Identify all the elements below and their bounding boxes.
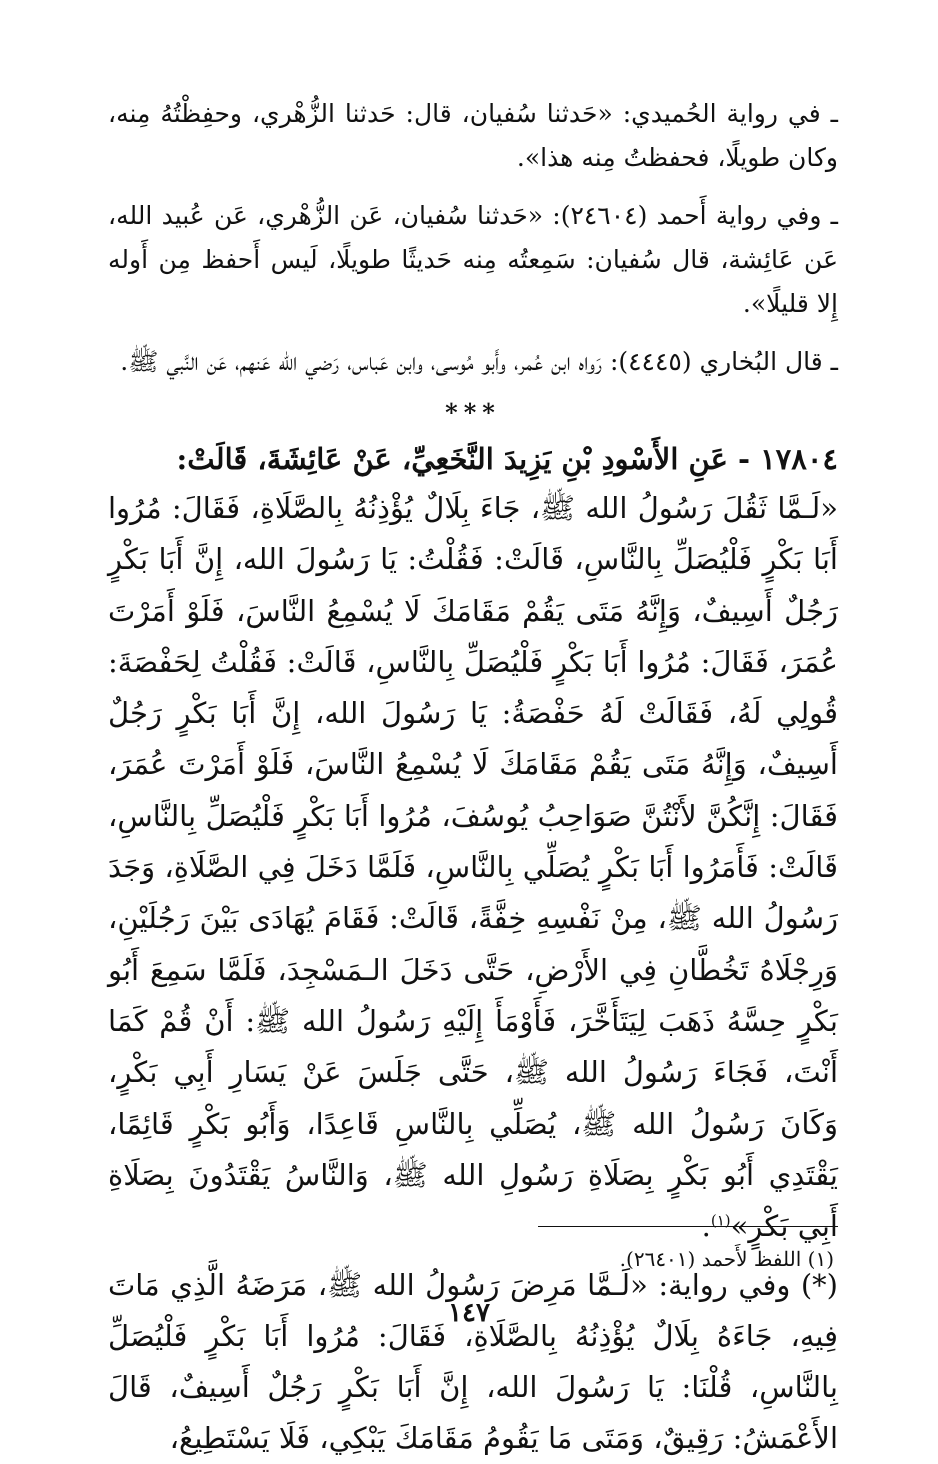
- hadith-body-end: .: [701, 1209, 711, 1244]
- hadith-body: [108, 483, 838, 1252]
- section-separator: ***: [445, 398, 501, 427]
- intro-notes: [108, 92, 838, 384]
- hadith-heading: ١٧٨٠٤ - عَنِ الأَسْودِ بْنِ يَزِيدَ النَّخَعِيِّ، عَنْ عَائِشَةَ، قَالَتْ:: [176, 442, 838, 476]
- variant-narration: (*) وفي رواية: «لَـمَّا مَرِضَ رَسُولُ الله ﷺ، مَرَضَهُ الَّذِي مَاتَ فِيهِ، جَاءَهُ بِلَالٌ يُؤْذِنُهُ بِالصَّلَاةِ، فَقَالَ: مُرُوا أَبَا بَكْرٍ فَلْيُصَلِّ بِالنَّاسِ، قُلْنَا: يَا رَسُولَ الله، إِنَّ أَبَا بَكْرٍ رَجُلٌ أَسِيفٌ، قَالَ الأَعْمَشُ: رَقِيقٌ، وَمَتَى مَا يَقُومُ مَقَامَكَ يَبْكِي، فَلَا يَسْتَطِيعُ،: [108, 1268, 838, 1456]
- footnote: (١) اللفظ لأَحمد (٢٦٤٠١).: [619, 1247, 834, 1271]
- page-number: ١٤٧: [448, 1298, 490, 1328]
- footnote-divider: [538, 1226, 838, 1227]
- page-content: [108, 92, 838, 1456]
- note-humaydi: ـ في رواية الحُميدي: «حَدثنا سُفيان، قال: حَدثنا الزُّهْري، وحفِظْتُهُ مِنه، وكان طويلًا، فحفظتُ مِنه هذا».: [108, 99, 838, 172]
- hadith-body-text: «لَـمَّا ثَقُلَ رَسُولُ الله ﷺ، جَاءَ بِلَالٌ يُؤْذِنُهُ بِالصَّلَاةِ، فَقَالَ: مُرُوا أَبَا بَكْرٍ فَلْيُصَلِّ بِالنَّاسِ، قَالَتْ: فَقُلْتُ: يَا رَسُولَ الله، إِنَّ أَبَا بَكْرٍ رَجُلٌ أَسِيفٌ، وَإِنَّهُ مَتَى يَقُمْ مَقَامَكَ لَا يُسْمِعُ النَّاسَ، فَلَوْ أَمَرْتَ عُمَرَ، فَقَالَ: مُرُوا أَبَا بَكْرٍ فَلْيُصَلِّ بِالنَّاسِ، قَالَتْ: فَقُلْتُ لِحَفْصَةَ: قُولِي لَهُ، فَقَالَتْ لَهُ حَفْصَةُ: يَا رَسُولَ الله، إِنَّ أَبَا بَكْرٍ رَجُلٌ أَسِيفٌ، وَإِنَّهُ مَتَى يَقُمْ مَقَامَكَ لَا يُسْمِعُ النَّاسَ، فَلَوْ أَمَرْتَ عُمَرَ، فَقَالَ: إِنَّكُنَّ لأَنْتُنَّ صَوَاحِبُ يُوسُفَ، مُرُوا أَبَا بَكْرٍ فَلْيُصَلِّ بِالنَّاسِ، قَالَتْ: فَأَمَرُوا أَبَا بَكْرٍ يُصَلِّي بِالنَّاسِ، فَلَمَّا دَخَلَ فِي الصَّلَاةِ، وَجَدَ رَسُولُ الله ﷺ، مِنْ نَفْسِهِ خِفَّةً، قَالَتْ: فَقَامَ يُهَادَى بَيْنَ رَجُلَيْنِ، وَرِجْلَاهُ تَخُطَّانِ فِي الأَرْضِ، حَتَّى دَخَلَ الـمَسْجِدَ، فَلَمَّا سَمِعَ أَبُو بَكْرٍ حِسَّهُ ذَهَبَ لِيَتَأَخَّرَ، فَأَوْمَأَ إِلَيْهِ رَسُولُ الله ﷺ: أَنْ قُمْ كَمَا أَنْتَ، فَجَاءَ رَسُولُ الله ﷺ، حَتَّى جَلَسَ عَنْ يَسَارِ أَبِي بَكْرٍ، وَكَانَ رَسُولُ الله ﷺ، يُصَلِّي بِالنَّاسِ قَاعِدًا، وَأَبُو بَكْرٍ قَائِمًا، يَقْتَدِي أَبُو بَكْرٍ بِصَلَاةِ رَسُولِ الله ﷺ، وَالنَّاسُ يَقْتَدُونَ بِصَلَاةِ أَبِي بَكْرٍ»: [108, 491, 838, 1244]
- note-ahmad: ـ وفي رواية أَحمد (٢٤٦٠٤): «حَدثنا سُفيان، عَن الزُّهْري، عَن عُبيد الله، عَن عَائِشة، قال سُفيان: سَمِعتُه مِنه حَديثًا طويلًا، لَيس أَحفظ مِن أَوله إِلا قليلًا».: [108, 201, 838, 318]
- footnote-reference[interactable]: (١): [710, 1211, 731, 1230]
- note-bukhari: ـ قال البُخاري (٤٤٤٥): رَواه ابن عُمر، وأَبو مُوسى، وابن عَباس، رَضي الله عَنهم، عَن النَّبي ﷺ.: [120, 347, 838, 376]
